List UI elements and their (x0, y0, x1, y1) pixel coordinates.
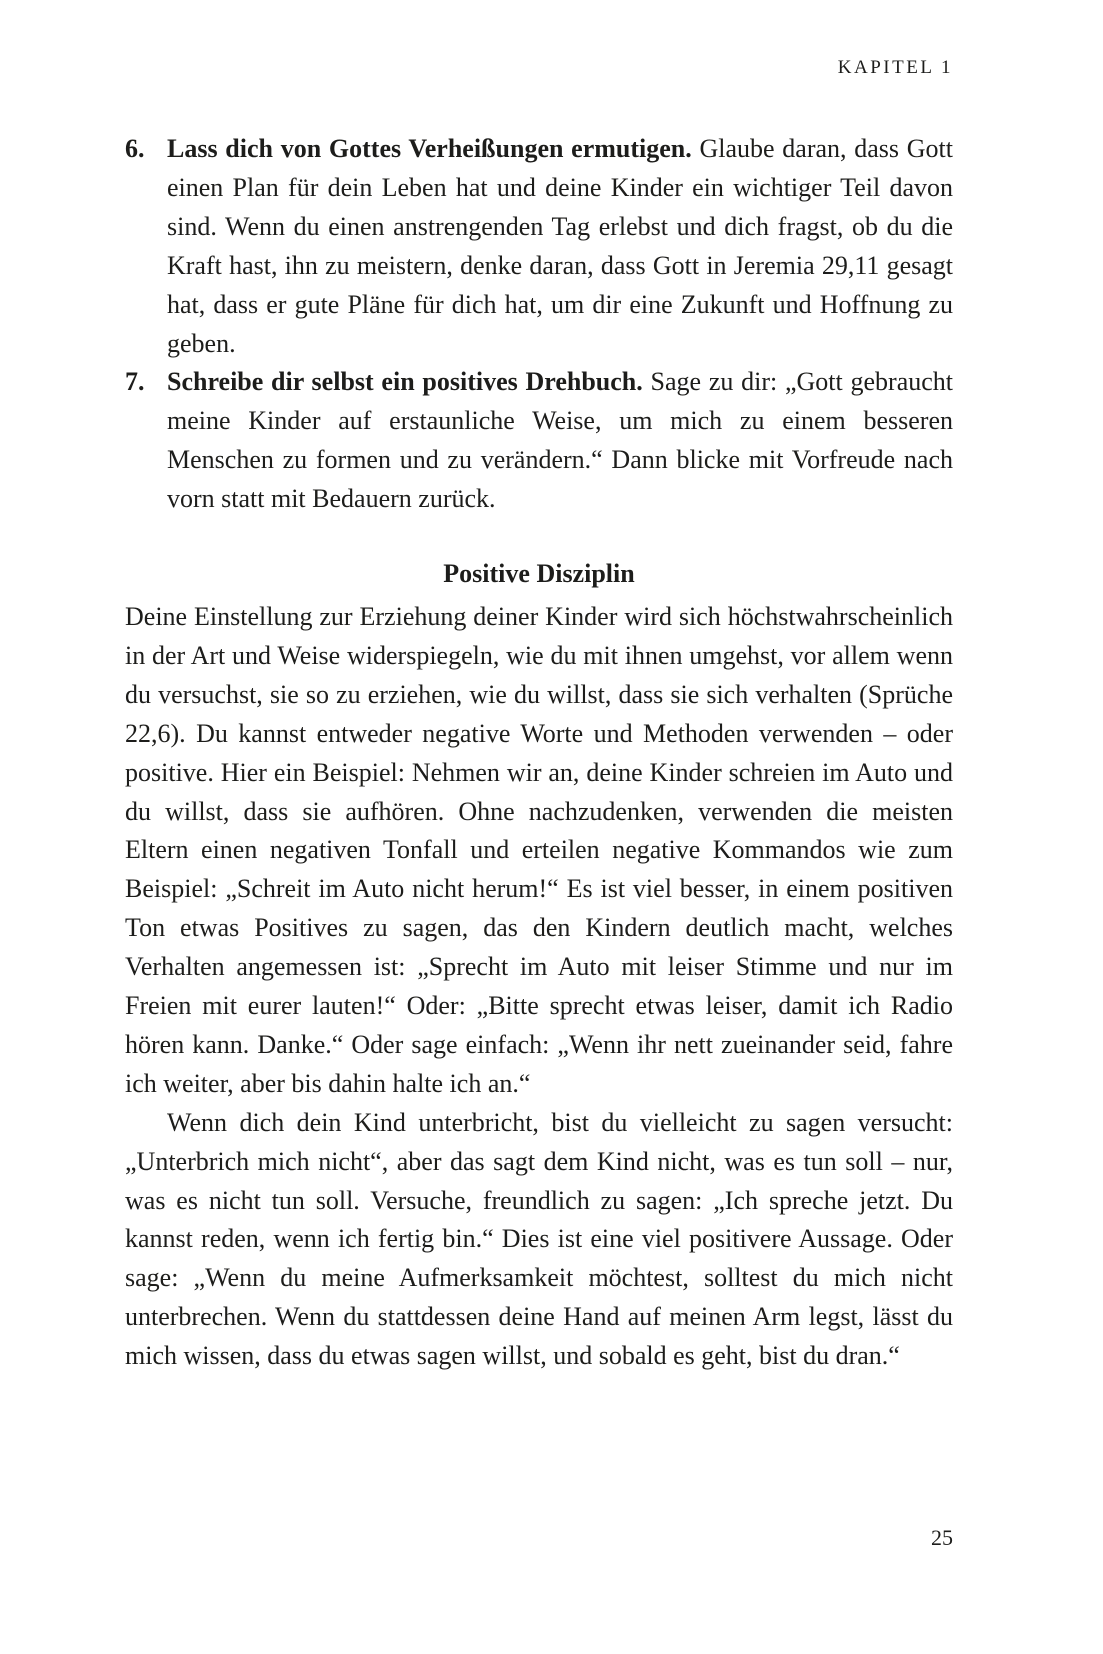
list-item (125, 363, 953, 519)
section-title: Positive Disziplin (443, 559, 635, 589)
list-item-text: Glaube daran, dass Gott einen Plan für dein Leben hat und deine Kinder ein wichtiger Teil davon sind. Wenn du einen anstrengenden Tag erlebst und dich fragst, ob du die Kraft hast, ihn zu meistern, denke daran, dass Gott in Jeremia 29,11 gesagt hat, dass er gute Pläne für dich hat, um dir eine Zukunft und Hoffnung zu geben. (167, 134, 953, 358)
page-body (125, 130, 953, 1376)
body-paragraph: Wenn dich dein Kind unterbricht, bist du vielleicht zu sagen versucht: „Unterbrich mich nicht“, aber das sagt dem Kind nicht, was es tun soll – nur, was es nicht tun soll. Versuche, freundlich zu sagen: „Ich spreche jetzt. Du kannst reden, wenn ich fertig bin.“ Dies ist eine viel positivere Aussage. Oder sage: „Wenn du meine Aufmerksamkeit möchtest, solltest du mich nicht unterbrechen. Wenn du stattdessen deine Hand auf meinen Arm legst, lässt du mich wissen, dass du etwas sagen willst, und sobald es geht, bist du dran.“ (125, 1107, 953, 1371)
list-item-number: 6. (125, 134, 145, 163)
list-item (125, 130, 953, 363)
running-head: KAPITEL 1 (837, 57, 953, 78)
page-number: 25 (931, 1525, 953, 1550)
list-item-text: Sage zu dir: „Gott gebraucht meine Kinder auf erstaunliche Weise, um mich zu einem besseren Menschen zu formen und zu verändern.“ Dann blicke mit Vorfreude nach vorn statt mit Bedauern zurück. (167, 367, 954, 514)
list-item-number: 7. (125, 367, 145, 397)
list-item-lead: Schreibe dir selbst ein positives Drehbuch. (167, 367, 643, 397)
body-paragraph: Deine Einstellung zur Erziehung deiner Kinder wird sich höchstwahrscheinlich in der Art und Weise widerspiegeln, wie du mit ihnen umgehst, vor allem wenn du versuchst, sie so zu erziehen, wie du willst, dass sie sich verhalten (Sprüche 22,6). Du kannst entweder negative Worte und Methoden verwenden – oder positive. Hier ein Beispiel: Nehmen wir an, deine Kinder schreien im Auto und du willst, dass sie aufhören. Ohne nachzudenken, verwenden die meisten Eltern einen negativen Tonfall und erteilen negative Kommandos wie zum Beispiel: „Schreit im Auto nicht herum!“ Es ist viel besser, in einem positiven Ton etwas Positives zu sagen, das den Kindern deutlich macht, welches Verhalten angemessen ist: „Sprecht im Auto mit leiser Stimme und nur im Freien mit eurer lauten!“ Oder: „Bitte sprecht etwas leiser, damit ich Radio hören kann. Danke.“ Oder sage einfach: „Wenn ihr nett zueinander seid, fahre ich weiter, aber bis dahin halte ich an.“ (125, 601, 953, 1098)
tips-list (125, 130, 953, 519)
list-item-lead: Lass dich von Gottes Verheißungen ermutigen. (167, 134, 692, 163)
